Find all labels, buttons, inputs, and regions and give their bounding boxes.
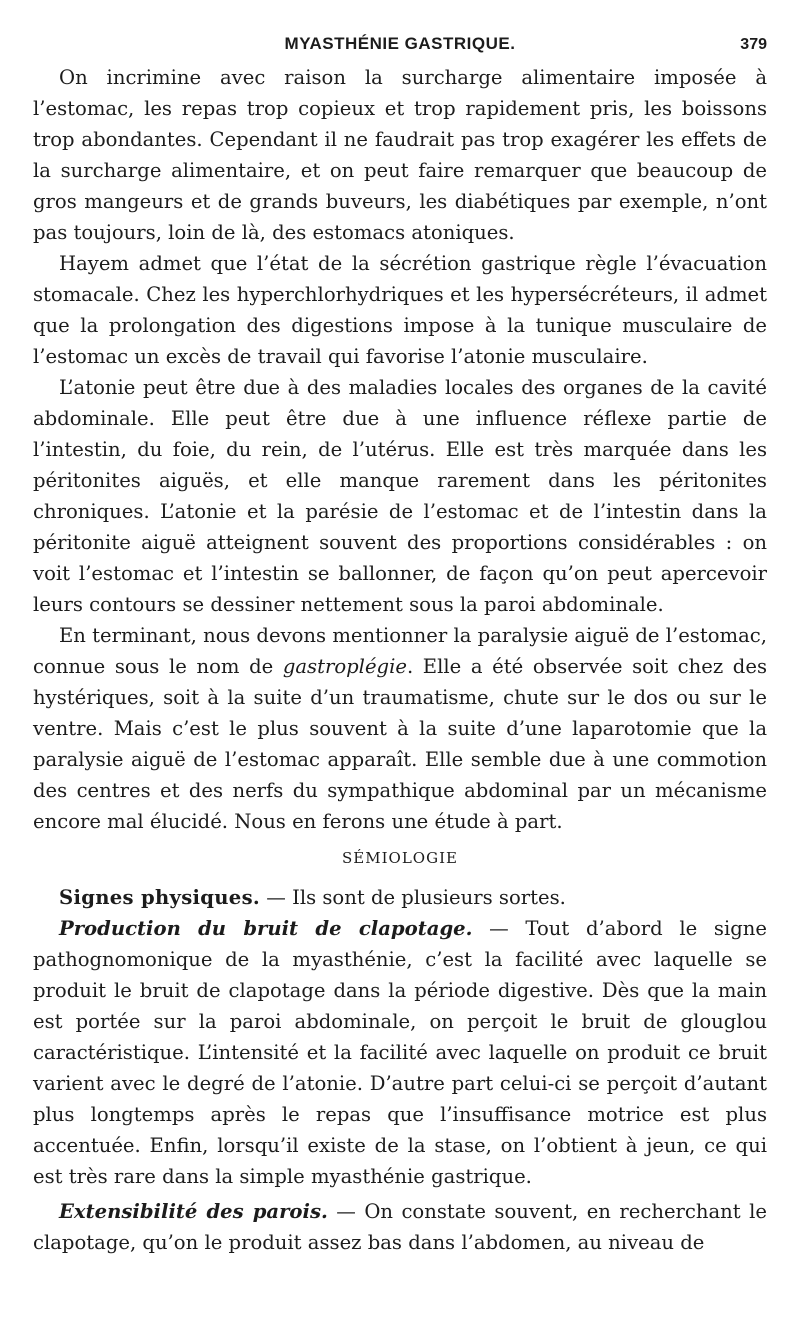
gastroplegie-term: gastroplégie [282, 655, 407, 678]
extensibilite-heading: Extensibilité des parois. [59, 1200, 328, 1223]
body-text [33, 62, 767, 1258]
clapotage-heading: Production du bruit de clapotage. [59, 917, 473, 940]
extensibilite-text: — On constate souvent, en recherchant le clapotage, qu’on le produit assez bas dans l’abdomen, au niveau de [33, 1200, 767, 1254]
paragraph-gastroplegie [33, 620, 767, 837]
paragraph-surcharge: On incrimine avec raison la surcharge alimentaire imposée à l’estomac, les repas trop copieux et trop rapidement pris, les boissons trop abondantes. Cependant il ne faudrait pas trop exagérer les effets de la surcharge alimentaire, et on peut faire remarquer que beaucoup de gros mangeurs et de grands buveurs, les diabétiques par exemple, n’ont pas toujours, loin de là, des estomacs atoniques. [33, 66, 767, 244]
running-title: MYASTHÉNIE GASTRIQUE. [284, 34, 516, 53]
paragraph-extensibilite [33, 1196, 767, 1258]
signes-physiques-heading: Signes physiques. [59, 886, 261, 909]
gastroplegie-text-before: En terminant, nous devons mentionner la paralysie aiguë de l’estomac, connue sous le nom de [33, 624, 767, 678]
paragraph-atonie: L’atonie peut être due à des maladies locales des organes de la cavité abdominale. Elle peut être due à une influence réflexe partie de l’intestin, du foie, du rein, de l’utérus. Elle est très marquée dans les péritonites aiguës, et elle manque rarement dans les péritonites chroniques. L’atonie et la parésie de l’estomac et de l’intestin dans la péritonite aiguë atteignent souvent des proportions considérables : on voit l’estomac et l’intestin se ballonner, de façon qu’on peut apercevoir leurs contours se dessiner nettement sous la paroi abdominale. [33, 376, 767, 616]
paragraph-clapotage [33, 913, 767, 1192]
gastroplegie-text-after: . Elle a été observée soit chez des hystériques, soit à la suite d’un traumatisme, chute sur le dos ou sur le ventre. Mais c’est le plus souvent à la suite d’une laparotomie que la paralysie aiguë de l’estomac apparaît. Elle semble due à une commotion des centres et des nerfs du sympathique abdominal par un mécanisme encore mal élucidé. Nous en ferons une étude à part. [33, 655, 767, 833]
paragraph-hayem: Hayem admet que l’état de la sécrétion gastrique règle l’évacuation stomacale. Chez les hyperchlorhydriques et les hypersécréteurs, il admet que la prolongation des digestions impose à la tunique musculaire de l’estomac un excès de travail qui favorise l’atonie musculaire. [33, 252, 767, 368]
section-title: SÉMIOLOGIE [342, 849, 458, 867]
clapotage-text: — Tout d’abord le signe pathognomonique de la myasthénie, c’est la facilité avec laquelle se produit le bruit de clapotage dans la période digestive. Dès que la main est portée sur la paroi abdominale, on perçoit le bruit de glouglou caractéristique. L’intensité et la facilité avec laquelle on produit ce bruit varient avec le degré de l’atonie. D’autre part celui-ci se perçoit d’autant plus longtemps après le repas que l’insuffisance motrice est plus accentuée. Enfin, lorsqu’il existe de la stase, on l’obtient à jeun, ce qui est très rare dans la simple myasthénie gastrique. [33, 917, 768, 1188]
book-page [33, 28, 767, 1318]
paragraph-signes-physiques [33, 882, 767, 913]
page-number: 379 [740, 36, 767, 53]
signes-physiques-text: — Ils sont de plusieurs sortes. [260, 886, 566, 909]
page-header [33, 28, 767, 62]
